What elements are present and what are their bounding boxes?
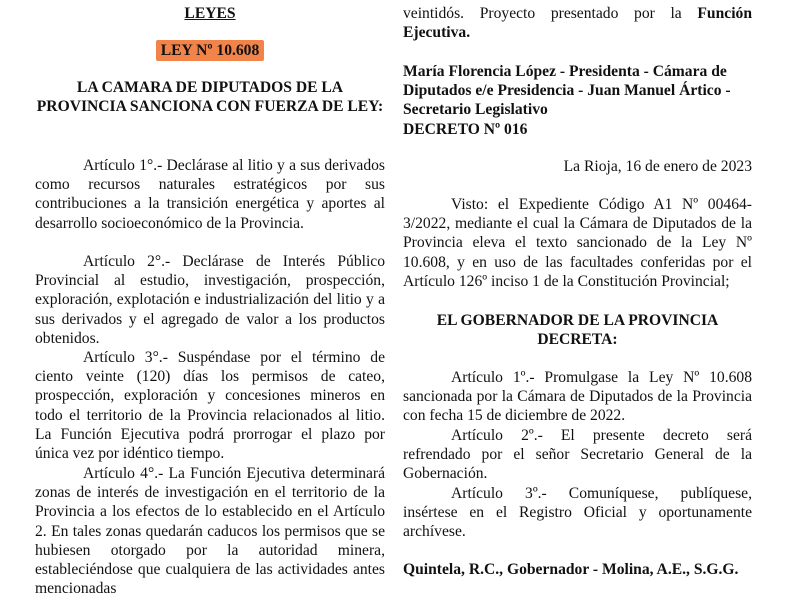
- ley-closing-bold: Función Ejecutiva.: [403, 5, 752, 42]
- ley-article-3: Artículo 3°.- Suspéndase por el término de ciento veinte (120) días los permisos de cateo, prospección, exploración y concesiones mineros en todo el territorio de la Provincia relacionados al litio. La Función Ejecutiva podrá prorrogar el plazo por única vez por idéntico tiempo.: [35, 349, 385, 463]
- ley-number-row: [35, 40, 385, 61]
- decreto-article-2: Artículo 2º.- El presente decreto será refrendado por el señor Secretario General de la Gobernación.: [403, 427, 752, 483]
- ley-closing-plain: veintidós. Proyecto presentado por la: [403, 5, 698, 22]
- ley-article-2: Artículo 2°.- Declárase de Interés Público Provincial al estudio, investigación, prospección, exploración, explotación e industrialización del litio y a sus derivados y el agregado de valor a los productos obtenidos.: [35, 253, 385, 347]
- signers-block: [403, 62, 752, 139]
- ley-article-4: Artículo 4°.- La Función Ejecutiva determinará zonas de interés de investigación en el territorio de la Provincia a los efectos de lo establecido en el Artículo 2. En tales zonas quedarán caducos los permisos que se hubiesen otorgado por la autoridad minera, estableciéndose que cualquiera de las actividades antes mencionadas: [35, 465, 385, 598]
- decreto-article-3: Artículo 3º.- Comuníquese, publíquese, insértese en el Registro Oficial y oportunamente archívese.: [403, 485, 752, 541]
- sanciona-heading: LA CAMARA DE DIPUTADOS DE LA PROVINCIA SANCIONA CON FUERZA DE LEY:: [36, 79, 384, 116]
- ley-closing-text: [403, 4, 752, 42]
- decreto-number: DECRETO Nº 016: [403, 120, 528, 138]
- gobernador-heading: [403, 311, 752, 349]
- ley-article-1: Artículo 1°.- Declárase al litio y a sus derivados como recursos naturales estratégicos por sus contribuciones a la transición energética y aportes al desarrollo socioeconómico de la Provincia.: [35, 157, 385, 232]
- visto-paragraph: Visto: el Expediente Código A1 Nº 00464-3/2022, mediante el cual la Cámara de Diputados de la Provincia eleva el texto sancionado de la Ley Nº 10.608, y en uso de las facultades conferidas por el Artículo 126º inciso 1 de la Constitución Provincial;: [403, 196, 752, 290]
- gobernador-heading-line2: DECRETA:: [537, 331, 618, 349]
- decreto-date: La Rioja, 16 de enero de 2023: [563, 158, 752, 175]
- decreto-article-1: Artículo 1º.- Promulgase la Ley Nº 10.608 sancionada por la Cámara de Diputados de la Provincia con fecha 15 de diciembre de 2022.: [403, 369, 752, 425]
- ley-number-badge: LEY Nº 10.608: [156, 40, 265, 61]
- section-heading-leyes: LEYES: [184, 5, 236, 22]
- firma-block: Quintela, R.C., Gobernador - Molina, A.E., S.G.G.: [403, 561, 739, 578]
- gobernador-heading-line1: EL GOBERNADOR DE LA PROVINCIA: [436, 312, 719, 329]
- signers-text: María Florencia López - Presidenta - Cámara de Diputados e/e Presidencia - Juan Manuel Ártico - Secretario Legislativo: [403, 63, 731, 119]
